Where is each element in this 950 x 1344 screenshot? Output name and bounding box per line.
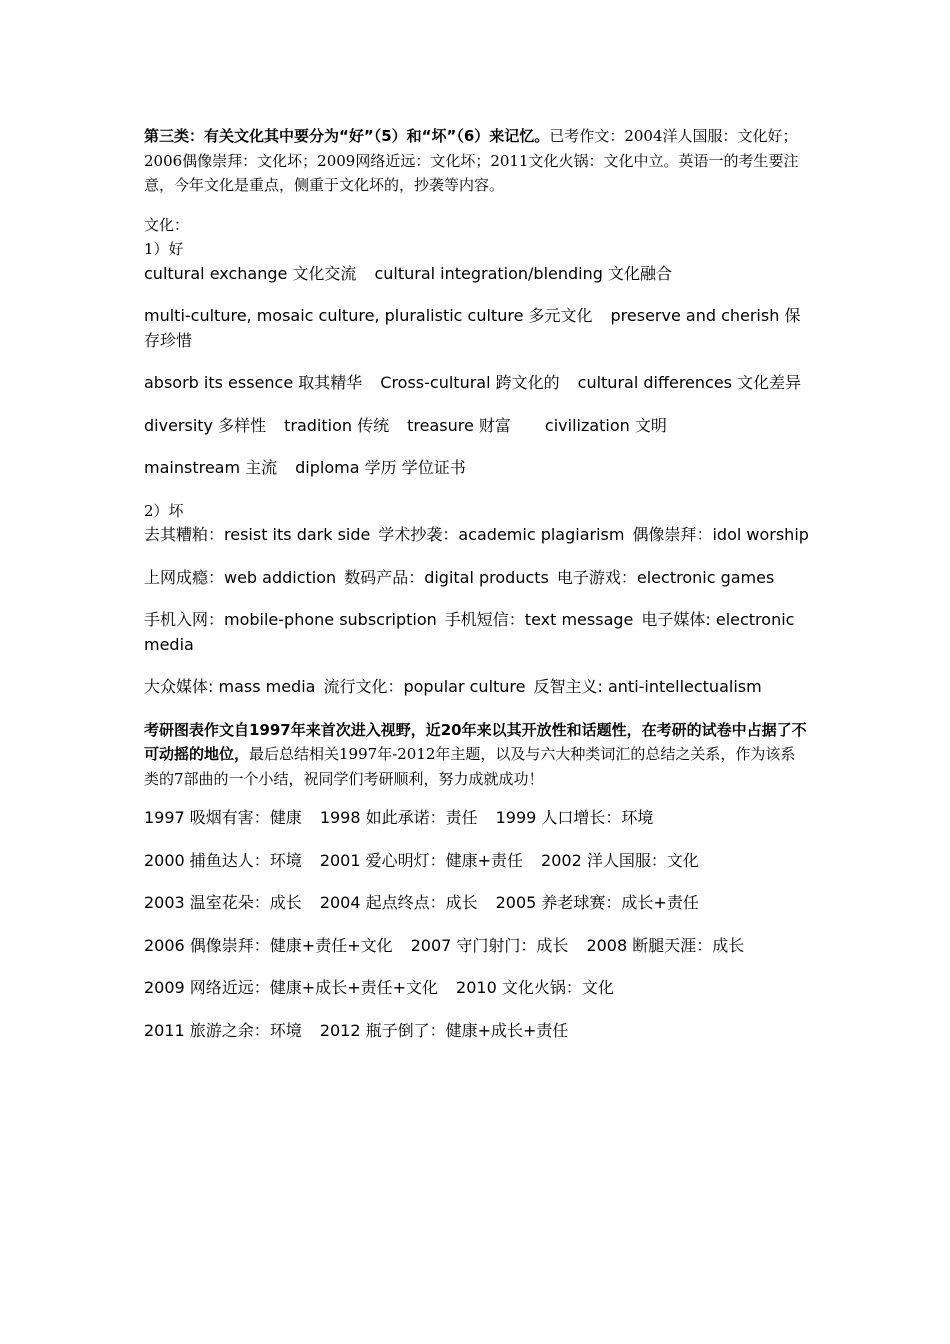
vocab-item: 反智主义: anti-intellectualism — [533, 677, 762, 696]
intro-paragraph — [144, 124, 810, 198]
bad-row-4 — [144, 675, 810, 700]
year-topic: 2005 养老球赛：成长+责任 — [495, 893, 699, 912]
year-topic: 2006 偶像崇拜：健康+责任+文化 — [144, 935, 393, 955]
vocab-item: 学术抄袭：academic plagiarism — [378, 525, 625, 544]
vocab-item: Cross-cultural 跨文化的 — [380, 373, 560, 392]
good-row-3 — [144, 371, 810, 396]
vocab-item: cultural differences 文化差异 — [577, 373, 802, 392]
year-topic: 1997 吸烟有害：健康 — [144, 808, 302, 827]
vocab-item: tradition 传统 — [284, 415, 390, 435]
intro-bold-text: 第三类：有关文化其中要分为“好”（5）和“坏”（6）来记忆。 — [144, 127, 550, 145]
bad-row-1 — [144, 523, 810, 548]
year-topic: 1999 人口增长：环境 — [495, 808, 654, 827]
summary-bold-text: 考研图表作文自1997年来首次进入视野，近20年来以其开放性和话题性，在考研的试卷中占据了不可动摇的地位， — [144, 720, 807, 763]
bad-row-3 — [144, 608, 810, 657]
year-topic: 2011 旅游之余：环境 — [144, 1020, 302, 1040]
years-row-2 — [144, 849, 810, 874]
summary-text: 最后总结相关1997年-2012年主题，以及与六大种类词汇的总结之关系，作为该系类的7部曲的一个小结，祝同学们考研顺利，努力成就成功！ — [144, 745, 796, 788]
vocab-item: 偶像崇拜：idol worship — [632, 525, 809, 544]
vocab-item: 手机短信：text message — [444, 610, 634, 629]
vocab-item: 流行文化：popular culture — [323, 677, 526, 696]
good-row-5 — [144, 456, 810, 481]
year-topic: 2001 爱心明灯：健康+责任 — [319, 850, 524, 870]
years-row-4 — [144, 934, 810, 959]
vocab-item: cultural integration/blending 文化融合 — [374, 263, 673, 283]
vocab-item: 电子游戏：electronic games — [556, 567, 775, 587]
good-row-4 — [144, 414, 810, 439]
bad-row-2 — [144, 566, 810, 591]
vocab-item: multi-culture, mosaic culture, pluralistic culture 多元文化 — [144, 306, 593, 325]
summary-paragraph — [144, 718, 810, 792]
vocab-item: diversity 多样性 — [144, 415, 267, 435]
vocab-item: diploma 学历 学位证书 — [295, 458, 466, 477]
vocab-item: 去其糟粕：resist its dark side — [144, 525, 371, 544]
vocab-item: 大众媒体: mass media — [144, 677, 316, 696]
year-topic: 2002 洋人国服：文化 — [541, 850, 699, 870]
vocab-item: cultural exchange 文化交流 — [144, 263, 357, 283]
vocab-item: 数码产品：digital products — [344, 567, 549, 587]
vocab-item: treasure 财富 — [407, 415, 511, 435]
year-topic: 1998 如此承诺：责任 — [319, 808, 478, 827]
good-heading: 1）好 — [144, 240, 184, 258]
year-topic: 2008 断腿天涯：成长 — [586, 935, 745, 955]
bad-heading: 2）坏 — [144, 501, 184, 520]
vocab-item: preserve and cherish 保存珍惜 — [144, 306, 801, 350]
year-topic: 2010 文化火锅：文化 — [456, 978, 614, 997]
years-row-1 — [144, 806, 810, 831]
year-topic: 2000 捕鱼达人：环境 — [144, 850, 302, 870]
year-topic: 2007 守门射门：成长 — [410, 935, 569, 955]
vocab-item: 电子媒体: electronic media — [144, 610, 795, 654]
good-row-2 — [144, 304, 810, 353]
year-topic: 2004 起点终点：成长 — [319, 893, 478, 912]
vocab-item: civilization 文明 — [544, 415, 667, 435]
year-topic: 2012 瓶子倒了：健康+成长+责任 — [319, 1020, 569, 1040]
document-page — [144, 124, 810, 1061]
years-row-6 — [144, 1019, 810, 1044]
year-topic: 2009 网络近远：健康+成长+责任+文化 — [144, 978, 439, 997]
year-topic: 2003 温室花朵：成长 — [144, 893, 302, 912]
years-row-5 — [144, 976, 810, 1001]
good-row-1 — [144, 262, 810, 287]
culture-heading: 文化： — [144, 215, 190, 234]
vocab-item: 手机入网：mobile-phone subscription — [144, 610, 437, 629]
vocab-item: 上网成瘾：web addiction — [144, 567, 337, 587]
years-row-3 — [144, 891, 810, 916]
intro-text: 已考作文：2004洋人国服：文化好；2006偶像崇拜：文化坏；2009网络近远：文化坏；2011文化火锅：文化中立。英语一的考生要注意，今年文化是重点，侧重于文化坏的，抄袭等内容。 — [144, 127, 799, 194]
vocab-item: absorb its essence 取其精华 — [144, 373, 363, 392]
vocab-item: mainstream 主流 — [144, 458, 278, 477]
